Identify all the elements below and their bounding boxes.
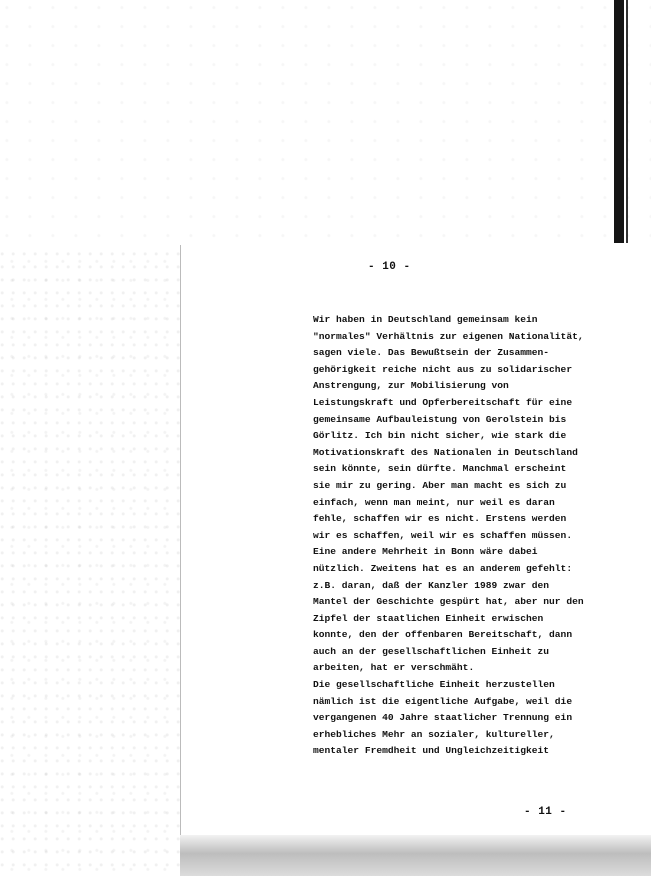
text-line: erhebliches Mehr an sozialer, kultureller, bbox=[313, 728, 555, 740]
text-line: einfach, wenn man meint, nur weil es daran bbox=[313, 496, 555, 508]
text-line: wir es schaffen, weil wir es schaffen müssen. bbox=[313, 529, 573, 541]
text-line: nützlich. Zweitens hat es an anderem gefehlt: bbox=[313, 562, 573, 574]
text-line: Motivationskraft des Nationalen in Deutschland bbox=[313, 446, 578, 458]
text-line: fehle, schaffen wir es nicht. Erstens werden bbox=[313, 513, 567, 525]
header-page-number: - 10 - bbox=[368, 261, 411, 273]
text-line: Die gesellschaftliche Einheit herzustellen bbox=[313, 679, 555, 691]
scan-edge-bar bbox=[614, 0, 624, 243]
text-line: Mantel der Geschichte gespürt hat, aber nur den bbox=[313, 596, 584, 608]
text-line: Görlitz. Ich bin nicht sicher, wie stark die bbox=[313, 430, 567, 442]
scan-noise-left bbox=[0, 250, 185, 876]
scan-edge-line bbox=[626, 0, 628, 243]
text-line: sie mir zu gering. Aber man macht es sich zu bbox=[313, 479, 567, 491]
text-line: auch an der gesellschaftlichen Einheit zu bbox=[313, 645, 550, 657]
text-line: sagen viele. Das Bewußtsein der Zusammen- bbox=[313, 347, 550, 359]
text-line: arbeiten, hat er verschmäht. bbox=[313, 662, 475, 674]
text-line: sein könnte, sein dürfte. Manchmal erscheint bbox=[313, 463, 567, 475]
scan-noise-top bbox=[0, 0, 651, 245]
footer-page-number: - 11 - bbox=[524, 806, 567, 818]
scan-bottom-edge bbox=[180, 835, 651, 876]
text-line: konnte, den der offenbaren Bereitschaft, dann bbox=[313, 629, 573, 641]
text-line: nämlich ist die eigentliche Aufgabe, weil die bbox=[313, 695, 573, 707]
text-line: Eine andere Mehrheit in Bonn wäre dabei bbox=[313, 546, 538, 558]
text-line: mentaler Fremdheit und Ungleichzeitigkeit bbox=[313, 745, 550, 757]
text-line: Wir haben in Deutschland gemeinsam kein bbox=[313, 314, 538, 325]
text-line: Leistungskraft und Opferbereitschaft für eine bbox=[313, 396, 573, 408]
text-line: z.B. daran, daß der Kanzler 1989 zwar den bbox=[313, 579, 550, 591]
text-line: vergangenen 40 Jahre staatlicher Trennung ein bbox=[313, 712, 573, 724]
text-line: Anstrengung, zur Mobilisierung von bbox=[313, 380, 509, 392]
text-line: Zipfel der staatlichen Einheit erwischen bbox=[313, 612, 544, 624]
body-paragraph bbox=[313, 312, 613, 760]
text-line: "normales" Verhältnis zur eigenen Nationalität, bbox=[313, 330, 584, 342]
text-line: gehörigkeit reiche nicht aus zu solidarischer bbox=[313, 363, 573, 375]
text-line: gemeinsame Aufbauleistung von Gerolstein bis bbox=[313, 413, 567, 425]
